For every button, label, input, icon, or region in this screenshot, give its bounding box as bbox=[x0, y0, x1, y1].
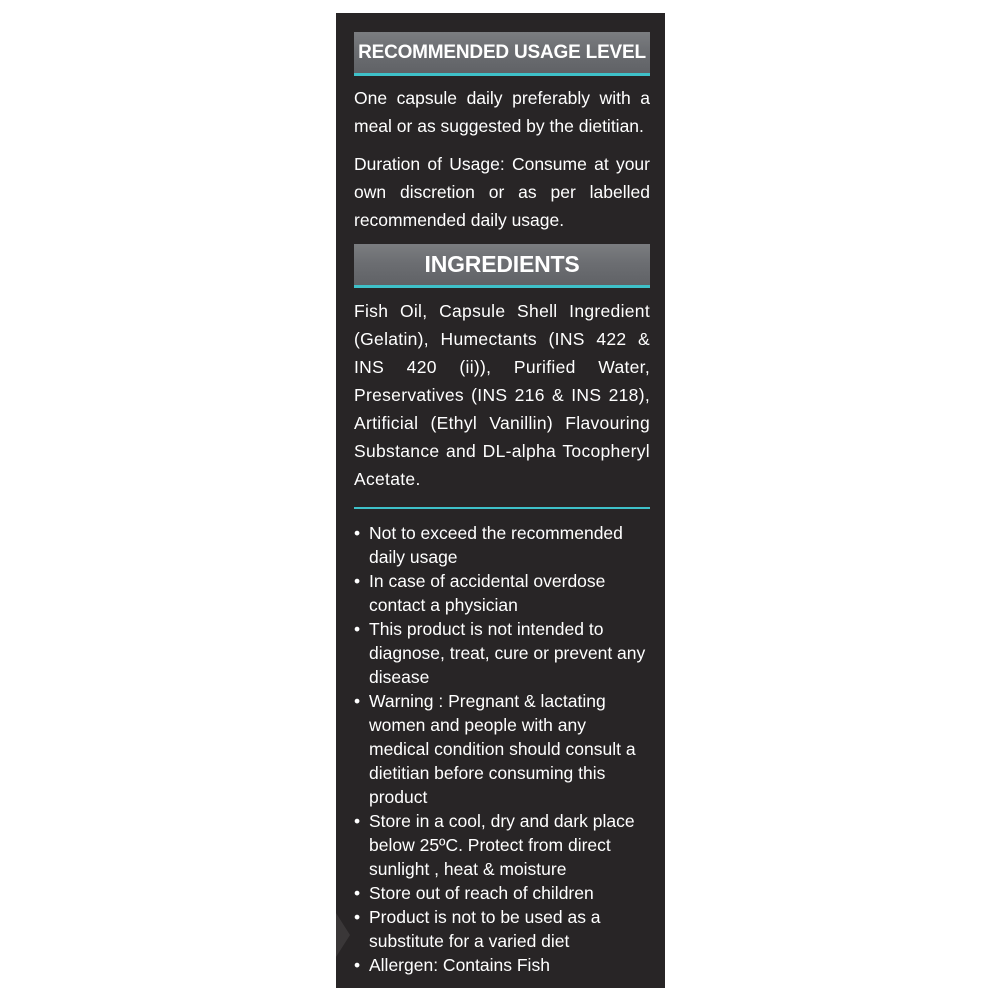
ingredients-heading: INGREDIENTS bbox=[354, 244, 650, 288]
bullet-icon: • bbox=[354, 691, 361, 711]
bullet-icon: • bbox=[354, 883, 361, 903]
warnings-list bbox=[354, 521, 650, 977]
bullet-icon: • bbox=[354, 619, 361, 639]
bullet-icon: • bbox=[354, 571, 361, 591]
usage-paragraph: One capsule daily preferably with a meal or as suggested by the dietitian. bbox=[354, 88, 650, 136]
bullet-icon: • bbox=[354, 907, 361, 927]
ingredients-text: Fish Oil, Capsule Shell Ingredient (Gelatin), Humectants (INS 422 & INS 420 (ii)), Purified Water, Preservatives (INS 216 & INS 218), Artificial (Ethyl Vanillin) Flavouring Substance and DL-alpha Tocopheryl Acetate. bbox=[354, 301, 650, 489]
warning-text: Not to exceed the recommended daily usage bbox=[369, 523, 623, 567]
list-item bbox=[354, 521, 650, 569]
list-item bbox=[354, 905, 650, 953]
section-divider bbox=[354, 507, 650, 509]
list-item bbox=[354, 881, 650, 905]
label-content bbox=[354, 32, 650, 977]
list-item bbox=[354, 617, 650, 689]
product-label-panel bbox=[336, 13, 665, 988]
warning-text: Product is not to be used as a substitute for a varied diet bbox=[369, 907, 601, 951]
warning-text: This product is not intended to diagnose, treat, cure or prevent any disease bbox=[369, 619, 646, 687]
usage-heading: RECOMMENDED USAGE LEVEL bbox=[354, 32, 650, 76]
warning-text: Store out of reach of children bbox=[369, 883, 594, 903]
list-item bbox=[354, 689, 650, 809]
decorative-corner-mark bbox=[336, 913, 350, 957]
bullet-icon: • bbox=[354, 811, 361, 831]
bullet-icon: • bbox=[354, 955, 361, 975]
bullet-icon: • bbox=[354, 523, 361, 543]
list-item bbox=[354, 569, 650, 617]
warning-text: Allergen: Contains Fish bbox=[369, 955, 550, 975]
warning-text: Store in a cool, dry and dark place below 25ºC. Protect from direct sunlight , heat & moisture bbox=[369, 811, 635, 879]
list-item bbox=[354, 809, 650, 881]
warning-text: In case of accidental overdose contact a physician bbox=[369, 571, 606, 615]
list-item bbox=[354, 953, 650, 977]
duration-paragraph: Duration of Usage: Consume at your own discretion or as per labelled recommended daily usage. bbox=[354, 154, 650, 230]
warning-text: Warning : Pregnant & lactating women and people with any medical condition should consult a dietitian before consuming this product bbox=[369, 691, 636, 807]
